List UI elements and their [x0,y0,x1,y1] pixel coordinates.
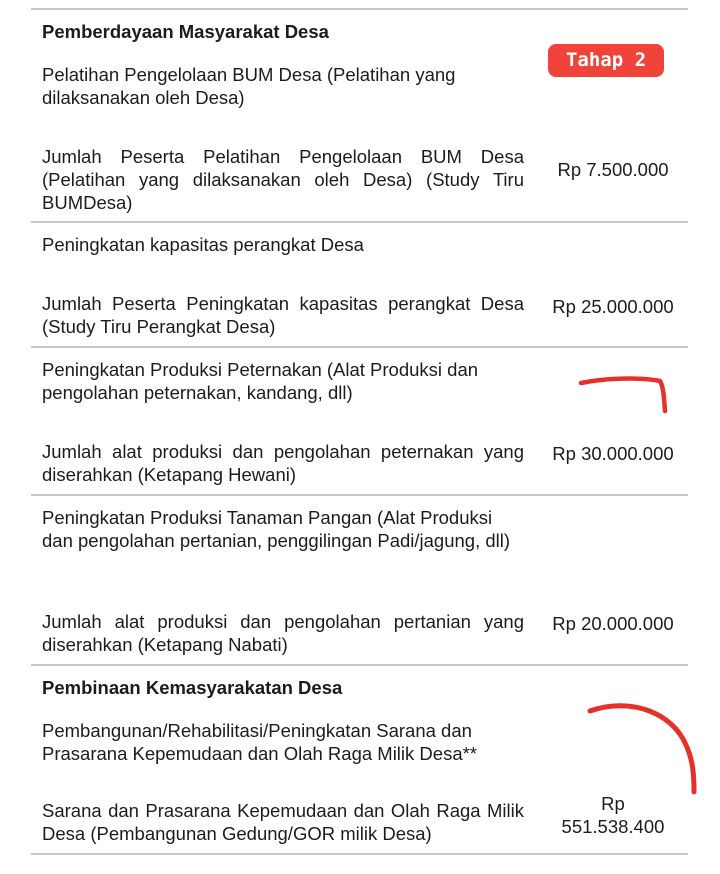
amount: Rp 25.000.000 [552,296,674,317]
divider [31,221,688,223]
activity-name: Peningkatan kapasitas perangkat Desa [42,234,364,255]
output-description: Sarana dan Prasarana Kepemudaan dan Olah Raga Milik Desa (Pembangunan Gedung/GOR milik Desa) [42,800,524,844]
output-description: Jumlah Peserta Peningkatan kapasitas perangkat Desa (Study Tiru Perangkat Desa) [42,293,524,337]
activity-name: Peningkatan Produksi Peternakan (Alat Produksi dan pengolahan peternakan, kandang, dll) [42,359,479,403]
activity-name: Peningkatan Produksi Tanaman Pangan (Alat Produksi dan pengolahan pertanian, penggilingan Padi/jagung, dll) [42,507,511,551]
section-heading: Pemberdayaan Masyarakat Desa [42,21,329,42]
divider-top [31,8,688,10]
output-description: Jumlah alat produksi dan pengolahan pertanian yang diserahkan (Ketapang Nabati) [42,611,524,655]
divider [31,494,688,496]
amount: Rp 20.000.000 [552,613,674,634]
amount: Rp 7.500.000 [557,159,669,180]
section-heading: Pembinaan Kemasyarakatan Desa [42,677,343,698]
stage-badge: Tahap 2 [548,44,664,77]
activity-name: Pembangunan/Rehabilitasi/Peningkatan Sarana dan Prasarana Kepemudaan dan Olah Raga Milik Desa** [42,720,478,764]
amount-currency: Rp [601,793,625,814]
divider [31,664,688,666]
amount: Rp 30.000.000 [552,443,674,464]
activity-name: Pelatihan Pengelolaan BUM Desa (Pelatihan yang dilaksanakan oleh Desa) [42,64,456,108]
output-description: Jumlah Peserta Pelatihan Pengelolaan BUM Desa (Pelatihan yang dilaksanakan oleh Desa) (Study Tiru BUMDesa) [42,146,524,213]
divider [31,346,688,348]
output-description: Jumlah alat produksi dan pengolahan peternakan yang diserahkan (Ketapang Hewani) [42,441,524,485]
pen-stroke-arc [590,706,694,792]
amount: 551.538.400 [561,816,665,837]
divider-bottom [31,853,688,855]
pen-stroke-hook [581,379,665,411]
